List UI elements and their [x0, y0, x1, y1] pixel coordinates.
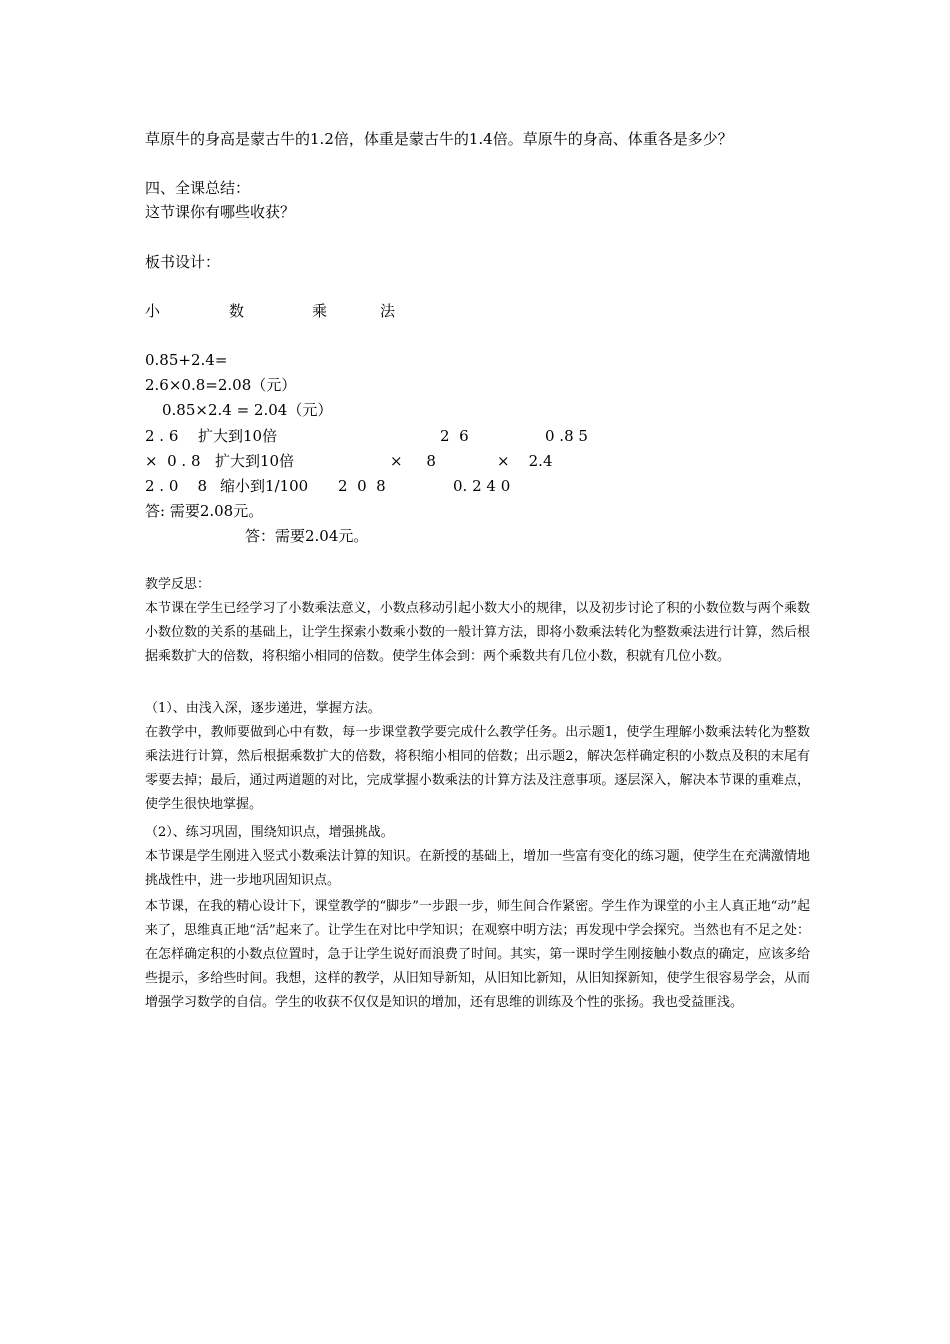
board-expression: 2.6×0.8=2.08（元）: [145, 376, 297, 394]
vertical-calc-a-row1: 2 . 6: [145, 427, 179, 445]
board-expression: 0.85+2.4=: [145, 351, 228, 369]
vertical-calc-a-note1: 扩大到10倍: [198, 427, 278, 445]
reflection-paragraph: 本节课，在我的精心设计下，课堂教学的“脚步”一步跟一步，师生间合作紧密。学生作为课堂的小主人真正地“动”起来了，思维真正地“活”起来了。让学生在对比中学知识；在观察中明方法；再发现中学会探究。当然也有不足之处：在怎样确定积的小数点位置时，急于让学生说好而浪费了时间。其实，第一课时学生刚接触小数点的确定，应该多给些提示，多给些时间。我想，这样的教学，从旧知导新知，从旧知比新知，从旧知探新知，使学生很容易学会，从而增强学习数学的自信。学生的收获不仅仅是知识的增加，还有思维的训练及个性的张扬。我也受益匪浅。: [145, 899, 810, 1010]
reflection-point: （2）、练习巩固，围绕知识点，增强挑战。: [145, 825, 394, 840]
board-expression: 0.85×2.4 = 2.04（元）: [162, 401, 333, 419]
vertical-calc-b-row3: 2 0 8: [338, 477, 386, 495]
reflection-paragraph: 本节课是学生刚进入竖式小数乘法计算的知识。在新授的基础上，增加一些富有变化的练习题，使学生在充满激情地挑战性中，进一步地巩固知识点。: [145, 849, 810, 888]
board-heading: 板书设计：: [145, 253, 221, 271]
reflection-paragraph: 在教学中，教师要做到心中有数，每一步课堂教学要完成什么教学任务。出示题1，使学生理解小数乘法转化为整数乘法进行计算，然后根据乘数扩大的倍数，将积缩小相同的倍数；出示题2，解决怎样确定积的小数点及积的末尾有零要去掉；最后，通过两道题的对比，完成掌握小数乘法的计算方法及注意事项。逐层深入，解决本节课的重难点，使学生很快地掌握。: [145, 725, 810, 812]
vertical-calc-c-row2: × 2.4: [497, 452, 553, 470]
problem-question: 草原牛的身高是蒙古牛的1.2倍，体重是蒙古牛的1.4倍。草原牛的身高、体重各是多少？: [145, 130, 733, 148]
board-title-char: 数: [229, 302, 245, 320]
vertical-calc-a-note3: 缩小到1/100: [220, 477, 309, 495]
vertical-calc-a-note2: 扩大到10倍: [215, 452, 295, 470]
reflection-point: （1）、由浅入深，逐步递进，掌握方法。: [145, 701, 381, 716]
vertical-calc-b-row1: 2 6: [440, 427, 469, 445]
board-title-char: 法: [380, 302, 396, 320]
summary-heading: 四、全课总结：: [145, 179, 251, 197]
board-title-char: 乘: [312, 302, 328, 320]
vertical-calc-a-row2: × 0 . 8: [145, 452, 201, 470]
reflection-heading: 教学反思：: [145, 577, 211, 592]
board-answer-1: 答: 需要2.08元。: [145, 502, 264, 520]
summary-prompt: 这节课你有哪些收获？: [145, 203, 296, 221]
vertical-calc-c-row3: 0. 2 4 0: [453, 477, 511, 495]
vertical-calc-c-row1: 0 .8 5: [545, 427, 588, 445]
vertical-calc-a-row3: 2 . 0 8: [145, 477, 208, 495]
vertical-calc-b-row2: × 8: [390, 452, 436, 470]
board-title-char: 小: [145, 302, 161, 320]
reflection-paragraph: 本节课在学生已经学习了小数乘法意义，小数点移动引起小数大小的规律，以及初步讨论了积的小数位数与两个乘数小数位数的关系的基础上，让学生探索小数乘小数的一般计算方法，即将小数乘法转化为整数乘法进行计算，然后根据乘数扩大的倍数，将积缩小相同的倍数。使学生体会到：两个乘数共有几位小数，积就有几位小数。: [145, 601, 810, 664]
board-answer-2: 答：需要2.04元。: [245, 527, 369, 545]
